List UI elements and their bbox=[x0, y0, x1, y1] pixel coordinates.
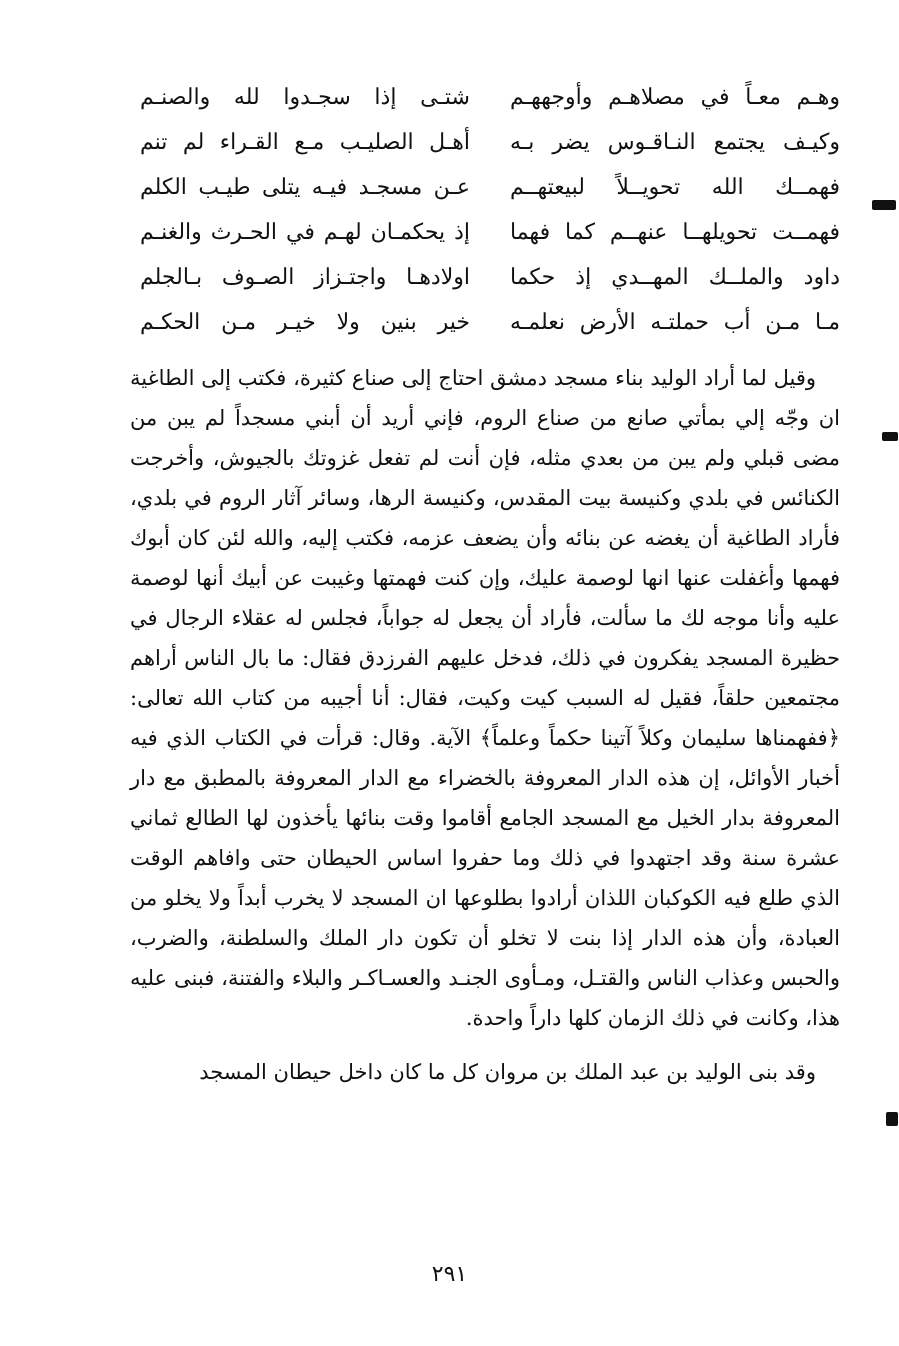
verse-second-hemistich: أهـل الصليـب مـع القـراء لم تنم bbox=[140, 130, 470, 155]
margin-mark bbox=[882, 432, 898, 441]
poem-block bbox=[140, 76, 840, 346]
poem-verse bbox=[140, 121, 840, 165]
verse-first-hemistich: داود والملــك المهــدي إذ حكما bbox=[510, 265, 840, 290]
poem-verse bbox=[140, 76, 840, 120]
verse-second-hemistich: إذ يحكمـان لهـم في الحـرث والغنـم bbox=[140, 220, 470, 245]
margin-mark bbox=[886, 1112, 898, 1126]
prose-paragraph-2: وقد بنى الوليد بن عبد الملك بن مروان كل ما كان داخل حيطان المسجد bbox=[199, 1060, 816, 1084]
poem-verse bbox=[140, 166, 840, 210]
verse-second-hemistich: اولادهـا واجتـزاز الصـوف بـالجلم bbox=[140, 265, 470, 290]
poem-verse bbox=[140, 211, 840, 255]
verse-second-hemistich: شتـى إذا سجـدوا لله والصنـم bbox=[140, 85, 470, 110]
prose-block bbox=[130, 358, 840, 1092]
verse-first-hemistich: مـا مـن أب حملتـه الأرض نعلمـه bbox=[510, 310, 840, 335]
verse-first-hemistich: وكيـف يجتمع النـاقـوس يضر بـه bbox=[510, 130, 840, 155]
margin-mark bbox=[872, 200, 896, 210]
page-number: ٢٩١ bbox=[431, 1262, 468, 1287]
verse-second-hemistich: خير بنين ولا خيـر مـن الحكـم bbox=[140, 310, 470, 335]
poem-verse bbox=[140, 301, 840, 345]
verse-second-hemistich: عـن مسجـد فيـه يتلى طيـب الكلم bbox=[140, 175, 470, 200]
verse-first-hemistich: وهـم معـاً في مصلاهـم وأوجههـم bbox=[510, 85, 840, 110]
verse-first-hemistich: فهمــك الله تحويــلاً لبيعتهــم bbox=[510, 175, 840, 200]
verse-first-hemistich: فهمــت تحويلهــا عنهــم كما فهما bbox=[510, 220, 840, 245]
poem-verse bbox=[140, 256, 840, 300]
prose-paragraph-1: وقيل لما أراد الوليد بناء مسجد دمشق احتاج إلى صناع كثيرة، فكتب إلى الطاغية ان وجّه إلي بمأتي صانع من صناع الروم، فإني أريد أن أبني مسجداً لم يبن من مضى قبلي ولم يبن من بعدي مثله، فإن أنت لم تفعل غزوتك بالجيوش، وأخرجت الكنائس في بلدي وكنيسة بيت المقدس، وكنيسة الرها، وسائر آثار الروم في بلدي، فأراد الطاغية أن يغضه عن بنائه وأن يضعف عزمه، فكتب إليه، والله لئن كان أبوك فهمها وأغفلت عنها انها لوصمة عليك، وإن كنت فهمتها وغيبت عن أبيك أنها لوصمة عليه وأنا موجه لك ما سألت، فأراد أن يجعل له جواباً، فجلس له عقلاء الرجال في حظيرة المسجد يفكرون في ذلك، فدخل عليهم الفرزدق فقال: ما بال الناس أراهم مجتمعين حلقاً، فقيل له السبب كيت وكيت، فقال: أنا أجيبه من كتاب الله تعالى: ﴿ففهمناها سليمان وكلاً آتينا حكماً وعلماً﴾ الآية. وقال: قرأت في الكتاب الذي فيه أخبار الأوائل، إن هذه الدار المعروفة بالخضراء مع الدار المعروفة بالمطبق مع دار المعروفة بدار الخيل مع المسجد الجامع أقاموا وقت بنائها يأخذون لها الطالع ثماني عشرة سنة وقد اجتهدوا في ذلك وما حفروا اساس الحيطان حتى وافاهم الوقت الذي طلع فيه الكوكبان اللذان أرادوا بطلوعها ان المسجد لا يخرب أبداً ولا يخلو من العبادة، وأن هذه الدار إذا بنت لا تخلو أن تكون دار الملك والسلطنة، والضرب، والحبس وعذاب الناس والقتـل، ومـأوى الجنـد والعسـاكـر والبلاء والفتنة، فبنى عليه هذا، وكانت في ذلك الزمان كلها داراً واحدة. bbox=[130, 366, 840, 1030]
